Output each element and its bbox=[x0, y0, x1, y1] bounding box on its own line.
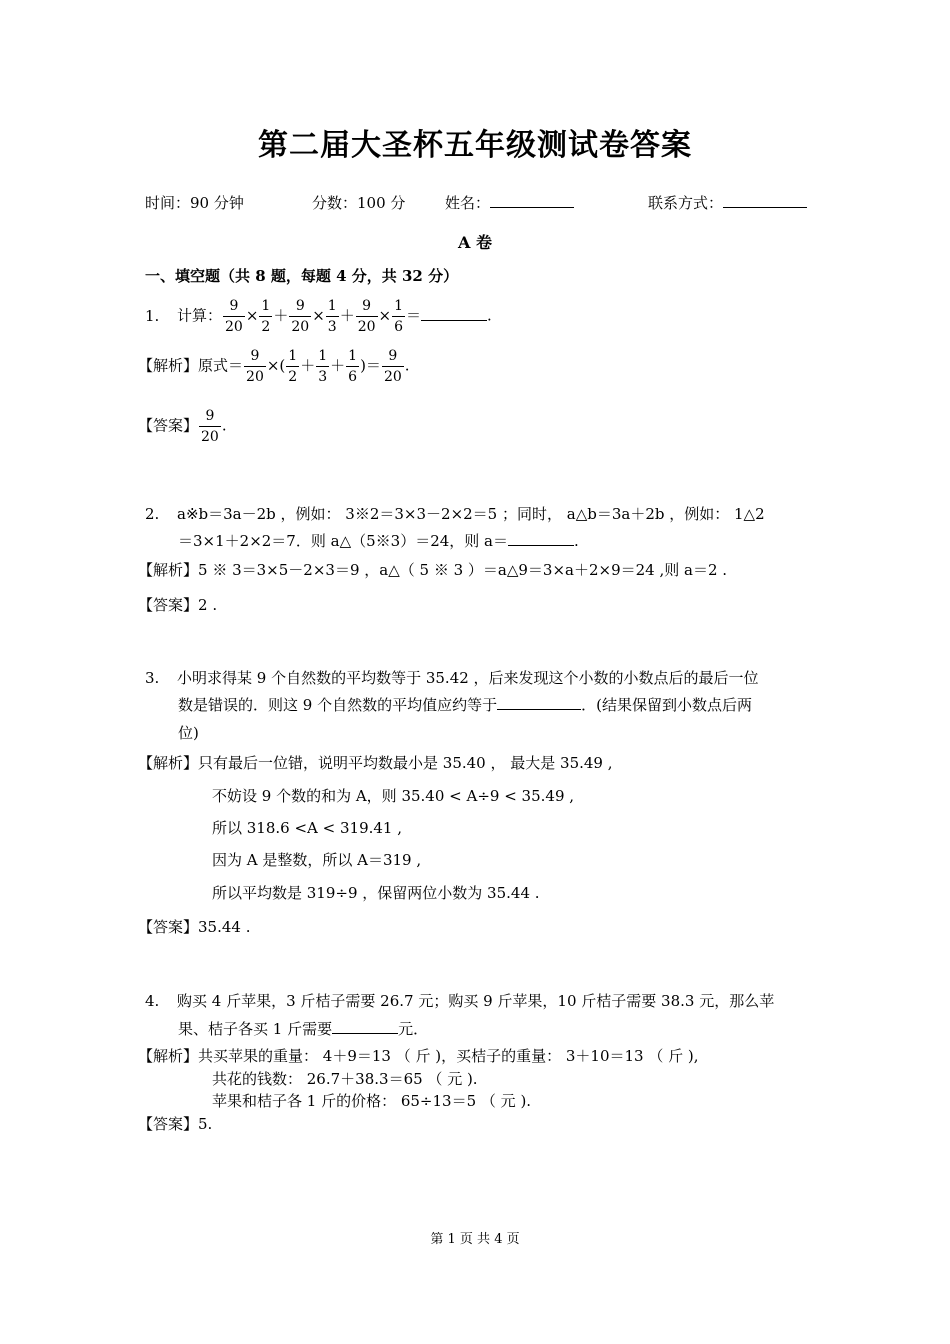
analysis-line: 不妨设 9 个数的和为 A，则 35.40 < A÷9 < 35.49 , bbox=[212, 787, 575, 805]
question-3-cont bbox=[178, 694, 752, 715]
analysis-line: 苹果和桔子各 1 斤的价格： 65÷13＝5 （ 元 ). bbox=[212, 1092, 532, 1110]
name-label: 姓名： bbox=[445, 194, 491, 212]
question-3-cont: 位) bbox=[178, 724, 199, 742]
answer-blank bbox=[508, 531, 574, 546]
analysis-line: 所以 318.6 <A < 319.41 , bbox=[212, 819, 403, 837]
analysis-label: 【解析】 bbox=[138, 561, 199, 579]
question-number: 3. bbox=[145, 669, 160, 687]
q2-analysis bbox=[138, 559, 727, 580]
fraction: $\frac{1}{6}$ bbox=[394, 298, 404, 335]
answer-blank bbox=[332, 1019, 398, 1034]
section-title: A 卷 bbox=[458, 233, 492, 252]
contact-field bbox=[648, 192, 807, 213]
question-4-cont bbox=[178, 1018, 428, 1039]
question-number: 1. bbox=[145, 306, 160, 325]
answer-label: 【答案】 bbox=[138, 1115, 199, 1133]
answer-text: 2 . bbox=[198, 596, 218, 614]
question-text: 元． bbox=[398, 1020, 429, 1038]
question-text: a※b＝3a－2b ，例如： 3※2＝3×3－2×2＝5 ；同时， a△b＝3a＋2b ，例如： 1△2 bbox=[177, 505, 765, 523]
question-4 bbox=[145, 990, 774, 1011]
answer-label: 【答案】 bbox=[138, 416, 199, 435]
question-2-cont: ＝3×1＋2×2＝7．则 a△（5※3）＝24，则 a＝ . bbox=[178, 532, 579, 550]
page-footer: 第 1 页 共 4 页 bbox=[430, 1232, 520, 1247]
fraction: $\frac{1}{6}$ bbox=[348, 348, 358, 385]
answer-text: 35.44 . bbox=[198, 918, 251, 936]
q3-analysis bbox=[138, 752, 613, 773]
question-prefix: 计算： bbox=[177, 306, 223, 325]
name-field bbox=[445, 192, 574, 213]
q1-analysis: 【解析】原式＝ $\frac{9}{20}$ ×( $\frac{1}{2}$ ＋ $\frac{1}{3}$ ＋ $\frac{1}{6}$ )＝ $\frac{9}{20}$ . bbox=[138, 348, 410, 385]
analysis-text: 只有最后一位错，说明平均数最小是 35.40 ， 最大是 35.49 , bbox=[198, 754, 613, 772]
section-heading: 一、填空题（共 8 题，每题 4 分，共 32 分） bbox=[145, 267, 459, 285]
contact-blank bbox=[723, 193, 807, 208]
question-3 bbox=[145, 667, 759, 688]
answer-label: 【答案】 bbox=[138, 596, 199, 614]
time-info: 时间：90 分钟 bbox=[145, 194, 244, 212]
answer-blank bbox=[421, 306, 487, 321]
analysis-label: 【解析】 bbox=[138, 754, 199, 772]
analysis-prefix: 原式＝ bbox=[198, 356, 244, 375]
answer-label: 【答案】 bbox=[138, 918, 199, 936]
analysis-text: 共买苹果的重量： 4＋9＝13 （ 斤 )，买桔子的重量： 3＋10＝13 （ 斤 ), bbox=[198, 1047, 699, 1065]
fraction: $\frac{9}{20}$ bbox=[383, 348, 402, 385]
question-text: ．(结果保留到小数点后两 bbox=[581, 696, 752, 714]
q1-answer: 【答案】 $\frac{9}{20}$ . bbox=[138, 408, 227, 445]
fraction: $\frac{1}{3}$ bbox=[327, 298, 337, 335]
fraction: $\frac{9}{20}$ bbox=[291, 298, 310, 335]
question-number: 2. bbox=[145, 505, 160, 523]
fraction: $\frac{1}{2}$ bbox=[261, 298, 271, 335]
analysis-text: 5 ※ 3＝3×5－2×3＝9 ，a△（ 5 ※ 3 ）＝a△9＝3×a＋2×9＝24 ,则 a＝2 . bbox=[198, 561, 728, 579]
analysis-line: 共花的钱数： 26.7＋38.3＝65 （ 元 ). bbox=[212, 1070, 478, 1088]
question-2 bbox=[145, 503, 765, 524]
question-text: ＝3×1＋2×2＝7．则 a△（5※3）＝24，则 a＝ bbox=[178, 532, 508, 550]
answer-blank bbox=[497, 695, 581, 710]
question-text: 数是错误的．则这 9 个自然数的平均值应约等于 bbox=[178, 696, 498, 714]
q4-analysis bbox=[138, 1045, 699, 1066]
analysis-line: 因为 A 是整数，所以 A＝319 , bbox=[212, 851, 422, 869]
name-blank bbox=[490, 193, 574, 208]
question-number: 4. bbox=[145, 992, 160, 1010]
analysis-line: 所以平均数是 319÷9 ，保留两位小数为 35.44 . bbox=[212, 884, 540, 902]
question-1: 1. 计算： $\frac{9}{20}$ × $\frac{1}{2}$ ＋ $\frac{9}{20}$ × $\frac{1}{3}$ ＋ $\frac{9}{20}$ × $\frac{1}{6}$ ＝ . bbox=[145, 298, 492, 335]
score-info: 分数：100 分 bbox=[312, 194, 406, 212]
question-text: 小明求得某 9 个自然数的平均数等于 35.42 ，后来发现这个小数的小数点后的最后一位 bbox=[177, 669, 759, 687]
fraction: $\frac{9}{20}$ bbox=[246, 348, 264, 385]
page-title: 第二届大圣杯五年级测试卷答案 bbox=[258, 128, 692, 163]
q3-answer bbox=[138, 916, 251, 937]
question-text: 果、桔子各买 1 斤需要 bbox=[178, 1020, 333, 1038]
contact-label: 联系方式： bbox=[648, 194, 724, 212]
analysis-label: 【解析】 bbox=[138, 356, 199, 375]
q2-answer bbox=[138, 594, 217, 615]
fraction: $\frac{9}{20}$ bbox=[225, 298, 243, 335]
question-text: 购买 4 斤苹果，3 斤桔子需要 26.7 元；购买 9 斤苹果，10 斤桔子需要 38.3 元，那么苹 bbox=[177, 992, 775, 1010]
fraction: $\frac{9}{20}$ bbox=[357, 298, 376, 335]
q4-answer bbox=[138, 1113, 212, 1134]
answer-fraction: $\frac{9}{20}$ bbox=[201, 408, 219, 445]
answer-text: 5. bbox=[198, 1115, 213, 1133]
fraction: $\frac{1}{2}$ bbox=[288, 348, 298, 385]
analysis-label: 【解析】 bbox=[138, 1047, 199, 1065]
fraction: $\frac{1}{3}$ bbox=[318, 348, 328, 385]
